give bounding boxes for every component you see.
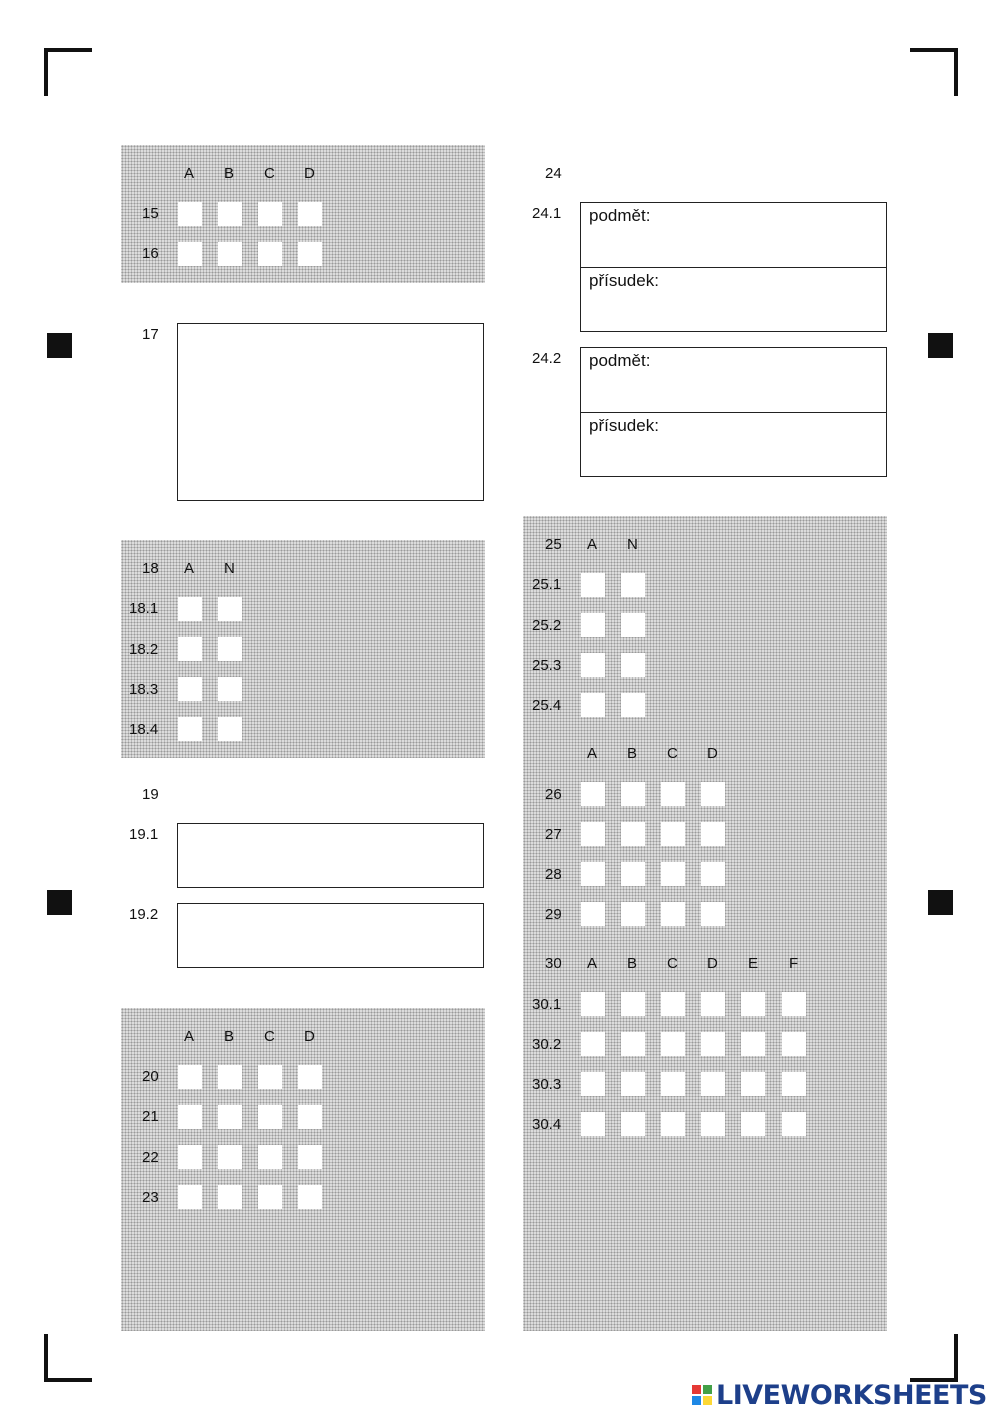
subject-field-24-2[interactable] xyxy=(581,348,886,412)
question-number: 18.3 xyxy=(129,681,159,698)
answer-checkbox-15-c[interactable] xyxy=(258,202,282,226)
answer-checkbox-18-2-n[interactable] xyxy=(218,637,242,661)
answer-checkbox-23-b[interactable] xyxy=(218,1185,242,1209)
question-number: 30.1 xyxy=(532,996,562,1013)
option-header: A xyxy=(184,560,195,577)
answer-checkbox-20-a[interactable] xyxy=(178,1065,202,1089)
option-header: E xyxy=(748,955,759,972)
option-header: C xyxy=(264,1028,275,1045)
answer-checkbox-30-2-d[interactable] xyxy=(701,1032,725,1056)
question-number: 25.3 xyxy=(532,657,562,674)
answer-checkbox-29-b[interactable] xyxy=(621,902,645,926)
answer-checkbox-29-a[interactable] xyxy=(581,902,605,926)
answer-checkbox-30-4-d[interactable] xyxy=(701,1112,725,1136)
answer-box-24-2 xyxy=(580,347,887,477)
corner-mark-bottom-right xyxy=(910,1334,958,1382)
option-header: D xyxy=(304,165,315,182)
answer-checkbox-30-3-f[interactable] xyxy=(782,1072,806,1096)
option-header: A xyxy=(587,745,598,762)
answer-box-17[interactable] xyxy=(177,323,484,501)
predicate-label: přísudek: xyxy=(589,416,659,435)
answer-checkbox-28-d[interactable] xyxy=(701,862,725,886)
answer-checkbox-28-b[interactable] xyxy=(621,862,645,886)
question-number: 24.1 xyxy=(532,205,562,222)
answer-checkbox-26-b[interactable] xyxy=(621,782,645,806)
answer-checkbox-30-2-a[interactable] xyxy=(581,1032,605,1056)
option-header: B xyxy=(224,1028,235,1045)
subject-label: podmět: xyxy=(589,206,651,225)
answer-checkbox-27-d[interactable] xyxy=(701,822,725,846)
answer-checkbox-25-3-a[interactable] xyxy=(581,653,605,677)
answer-checkbox-30-3-e[interactable] xyxy=(741,1072,765,1096)
answer-checkbox-18-4-a[interactable] xyxy=(178,717,202,741)
question-number: 27 xyxy=(545,826,562,843)
option-header: A xyxy=(184,165,195,182)
question-number: 18 xyxy=(142,560,159,577)
answer-panel-18 xyxy=(121,540,485,758)
answer-checkbox-30-1-a[interactable] xyxy=(581,992,605,1016)
alignment-mark xyxy=(47,333,72,358)
answer-checkbox-26-c[interactable] xyxy=(661,782,685,806)
logo-square xyxy=(692,1396,701,1405)
logo-square xyxy=(703,1396,712,1405)
answer-checkbox-22-a[interactable] xyxy=(178,1145,202,1169)
answer-checkbox-18-1-a[interactable] xyxy=(178,597,202,621)
answer-checkbox-25-4-n[interactable] xyxy=(621,693,645,717)
answer-checkbox-18-3-n[interactable] xyxy=(218,677,242,701)
answer-checkbox-25-1-n[interactable] xyxy=(621,573,645,597)
option-header: D xyxy=(707,955,718,972)
logo-grid-icon xyxy=(692,1385,712,1405)
answer-checkbox-21-c[interactable] xyxy=(258,1105,282,1129)
answer-checkbox-25-2-a[interactable] xyxy=(581,613,605,637)
question-number: 22 xyxy=(142,1149,159,1166)
question-number: 24 xyxy=(545,165,562,182)
question-number: 25.2 xyxy=(532,617,562,634)
answer-box-19-1[interactable] xyxy=(177,823,484,888)
logo-square xyxy=(703,1385,712,1394)
logo-square xyxy=(692,1385,701,1394)
answer-checkbox-26-d[interactable] xyxy=(701,782,725,806)
answer-checkbox-30-4-b[interactable] xyxy=(621,1112,645,1136)
answer-checkbox-18-3-a[interactable] xyxy=(178,677,202,701)
answer-checkbox-30-1-b[interactable] xyxy=(621,992,645,1016)
alignment-mark xyxy=(47,890,72,915)
question-number: 18.2 xyxy=(129,641,159,658)
option-header: C xyxy=(667,745,678,762)
answer-checkbox-28-a[interactable] xyxy=(581,862,605,886)
corner-mark-top-left xyxy=(44,48,92,96)
question-number: 30.4 xyxy=(532,1116,562,1133)
question-number: 16 xyxy=(142,245,159,262)
answer-checkbox-30-1-e[interactable] xyxy=(741,992,765,1016)
option-header: D xyxy=(304,1028,315,1045)
question-number: 30.2 xyxy=(532,1036,562,1053)
answer-checkbox-18-2-a[interactable] xyxy=(178,637,202,661)
answer-checkbox-30-1-c[interactable] xyxy=(661,992,685,1016)
answer-checkbox-21-a[interactable] xyxy=(178,1105,202,1129)
answer-checkbox-20-c[interactable] xyxy=(258,1065,282,1089)
answer-checkbox-22-b[interactable] xyxy=(218,1145,242,1169)
answer-checkbox-30-3-a[interactable] xyxy=(581,1072,605,1096)
question-number: 25.4 xyxy=(532,697,562,714)
option-header: B xyxy=(627,955,638,972)
question-number: 21 xyxy=(142,1108,159,1125)
answer-checkbox-22-c[interactable] xyxy=(258,1145,282,1169)
answer-checkbox-30-1-d[interactable] xyxy=(701,992,725,1016)
answer-checkbox-30-4-a[interactable] xyxy=(581,1112,605,1136)
question-number: 23 xyxy=(142,1189,159,1206)
answer-panel-20-23 xyxy=(121,1008,485,1331)
question-number: 30 xyxy=(545,955,562,972)
answer-checkbox-30-2-e[interactable] xyxy=(741,1032,765,1056)
answer-checkbox-16-c[interactable] xyxy=(258,242,282,266)
answer-checkbox-15-b[interactable] xyxy=(218,202,242,226)
option-header: A xyxy=(587,955,598,972)
answer-checkbox-18-4-n[interactable] xyxy=(218,717,242,741)
answer-checkbox-27-a[interactable] xyxy=(581,822,605,846)
answer-checkbox-30-4-c[interactable] xyxy=(661,1112,685,1136)
answer-checkbox-18-1-n[interactable] xyxy=(218,597,242,621)
answer-checkbox-21-b[interactable] xyxy=(218,1105,242,1129)
question-number: 29 xyxy=(545,906,562,923)
answer-checkbox-20-d[interactable] xyxy=(298,1065,322,1089)
answer-checkbox-29-c[interactable] xyxy=(661,902,685,926)
answer-checkbox-30-1-f[interactable] xyxy=(782,992,806,1016)
answer-checkbox-30-4-e[interactable] xyxy=(741,1112,765,1136)
question-number: 18.4 xyxy=(129,721,159,738)
answer-checkbox-27-b[interactable] xyxy=(621,822,645,846)
answer-checkbox-23-a[interactable] xyxy=(178,1185,202,1209)
answer-checkbox-25-4-a[interactable] xyxy=(581,693,605,717)
answer-checkbox-15-d[interactable] xyxy=(298,202,322,226)
question-number: 17 xyxy=(142,326,159,343)
question-number: 20 xyxy=(142,1068,159,1085)
answer-checkbox-16-a[interactable] xyxy=(178,242,202,266)
answer-checkbox-26-a[interactable] xyxy=(581,782,605,806)
option-header: C xyxy=(667,955,678,972)
answer-checkbox-23-d[interactable] xyxy=(298,1185,322,1209)
question-number: 18.1 xyxy=(129,600,159,617)
answer-checkbox-27-c[interactable] xyxy=(661,822,685,846)
answer-checkbox-30-4-f[interactable] xyxy=(782,1112,806,1136)
answer-checkbox-25-1-a[interactable] xyxy=(581,573,605,597)
subject-label: podmět: xyxy=(589,351,651,370)
option-header: D xyxy=(707,745,718,762)
question-number: 26 xyxy=(545,786,562,803)
answer-checkbox-15-a[interactable] xyxy=(178,202,202,226)
question-number: 28 xyxy=(545,866,562,883)
subject-field-24-1[interactable] xyxy=(581,203,886,267)
question-number: 25 xyxy=(545,536,562,553)
alignment-mark xyxy=(928,333,953,358)
option-header: N xyxy=(224,560,235,577)
option-header: N xyxy=(627,536,638,553)
answer-box-19-2[interactable] xyxy=(177,903,484,968)
answer-box-24-1 xyxy=(580,202,887,332)
answer-checkbox-30-2-f[interactable] xyxy=(782,1032,806,1056)
option-header: F xyxy=(789,955,799,972)
predicate-field-24-2[interactable] xyxy=(581,412,886,476)
question-number: 24.2 xyxy=(532,350,562,367)
answer-checkbox-30-3-d[interactable] xyxy=(701,1072,725,1096)
answer-checkbox-30-3-b[interactable] xyxy=(621,1072,645,1096)
answer-checkbox-23-c[interactable] xyxy=(258,1185,282,1209)
option-header: B xyxy=(224,165,235,182)
predicate-field-24-1[interactable] xyxy=(581,267,886,331)
corner-mark-bottom-left xyxy=(44,1334,92,1382)
answer-checkbox-16-d[interactable] xyxy=(298,242,322,266)
answer-checkbox-30-2-b[interactable] xyxy=(621,1032,645,1056)
liveworksheets-logo[interactable] xyxy=(692,1378,987,1412)
answer-checkbox-30-3-c[interactable] xyxy=(661,1072,685,1096)
corner-mark-top-right xyxy=(910,48,958,96)
question-number: 25.1 xyxy=(532,576,562,593)
answer-checkbox-29-d[interactable] xyxy=(701,902,725,926)
question-number: 19.2 xyxy=(129,906,159,923)
answer-checkbox-25-2-n[interactable] xyxy=(621,613,645,637)
option-header: A xyxy=(587,536,598,553)
question-number: 19 xyxy=(142,786,159,803)
answer-checkbox-20-b[interactable] xyxy=(218,1065,242,1089)
logo-text: LIVEWORKSHEETS xyxy=(716,1379,987,1411)
answer-checkbox-25-3-n[interactable] xyxy=(621,653,645,677)
option-header: C xyxy=(264,165,275,182)
question-number: 15 xyxy=(142,205,159,222)
question-number: 19.1 xyxy=(129,826,159,843)
answer-checkbox-30-2-c[interactable] xyxy=(661,1032,685,1056)
answer-checkbox-16-b[interactable] xyxy=(218,242,242,266)
option-header: B xyxy=(627,745,638,762)
option-header: A xyxy=(184,1028,195,1045)
question-number: 30.3 xyxy=(532,1076,562,1093)
alignment-mark xyxy=(928,890,953,915)
predicate-label: přísudek: xyxy=(589,271,659,290)
answer-checkbox-22-d[interactable] xyxy=(298,1145,322,1169)
answer-checkbox-21-d[interactable] xyxy=(298,1105,322,1129)
answer-checkbox-28-c[interactable] xyxy=(661,862,685,886)
